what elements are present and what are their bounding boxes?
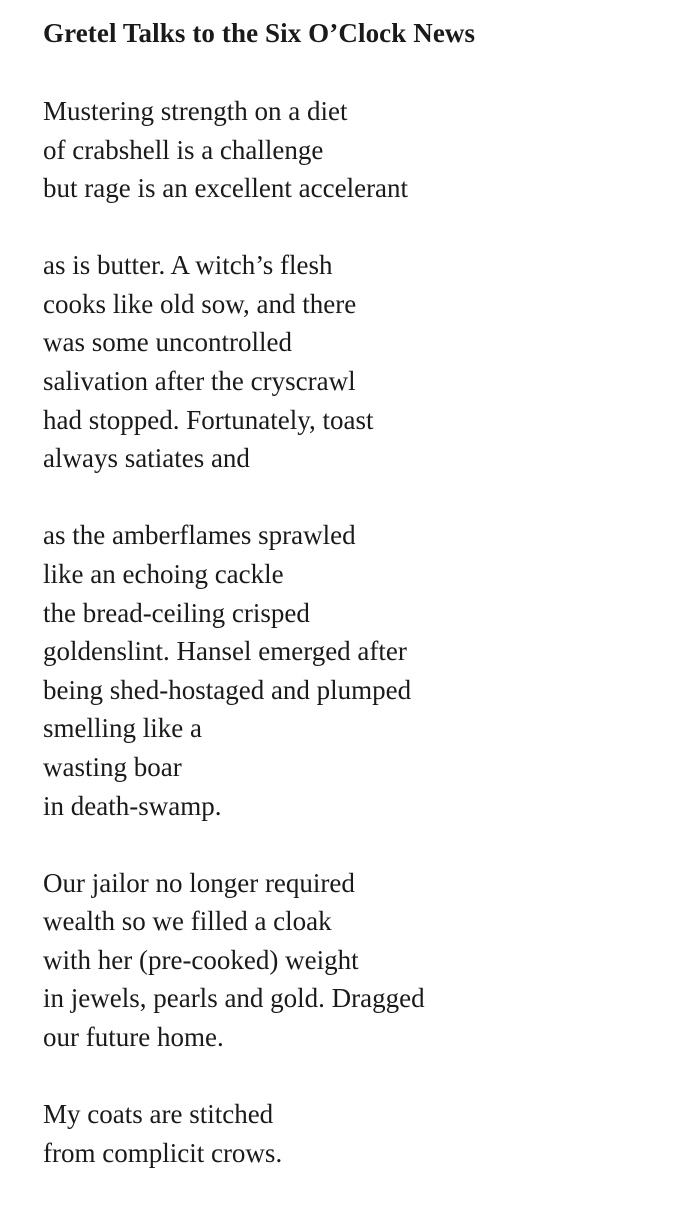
stanza-5: [43, 1095, 663, 1172]
poem-line: smelling like a: [43, 713, 202, 744]
poem-line: wasting boar: [43, 751, 182, 782]
poem-page: [43, 14, 663, 1211]
poem-line: Mustering strength on a diet: [43, 96, 348, 126]
stanza-4: [43, 864, 663, 1057]
poem-line: in death-swamp.: [43, 790, 222, 821]
poem-line: was some uncontrolled: [43, 327, 292, 358]
poem-line: our future home.: [43, 1021, 224, 1052]
poem-line: My coats are stitched: [43, 1099, 274, 1130]
poem-line: being shed-hostaged and plumped: [43, 674, 412, 705]
poem-line: the bread-ceiling crisped: [43, 597, 310, 628]
poem-line: always satiates and: [43, 443, 250, 474]
poem-line: of crabshell is a challenge: [43, 134, 324, 165]
poem-line: had stopped. Fortunately, toast: [43, 404, 374, 435]
poem-line: cooks like old sow, and there: [43, 288, 357, 319]
poem-line: with her (pre-cooked) weight: [43, 944, 359, 975]
poem-line: salivation after the cryscrawl: [43, 366, 356, 397]
poem-title: Gretel Talks to the Six O’Clock News: [43, 18, 476, 48]
poem-line: as the amberflames sprawled: [43, 520, 356, 551]
poem-line: Our jailor no longer required: [43, 867, 355, 898]
stanza-2: [43, 246, 663, 478]
poem-line: as is butter. A witch’s flesh: [43, 250, 333, 281]
stanza-3: [43, 516, 663, 825]
poem-line: but rage is an excellent accelerant: [43, 173, 409, 204]
poem-line: goldenslint. Hansel emerged after: [43, 636, 407, 667]
poem-line: in jewels, pearls and gold. Dragged: [43, 983, 425, 1014]
poem-line: wealth so we filled a cloak: [43, 906, 332, 937]
poem-line: from complicit crows.: [43, 1137, 283, 1168]
stanza-1: [43, 92, 663, 208]
poem-line: like an echoing cackle: [43, 558, 284, 589]
